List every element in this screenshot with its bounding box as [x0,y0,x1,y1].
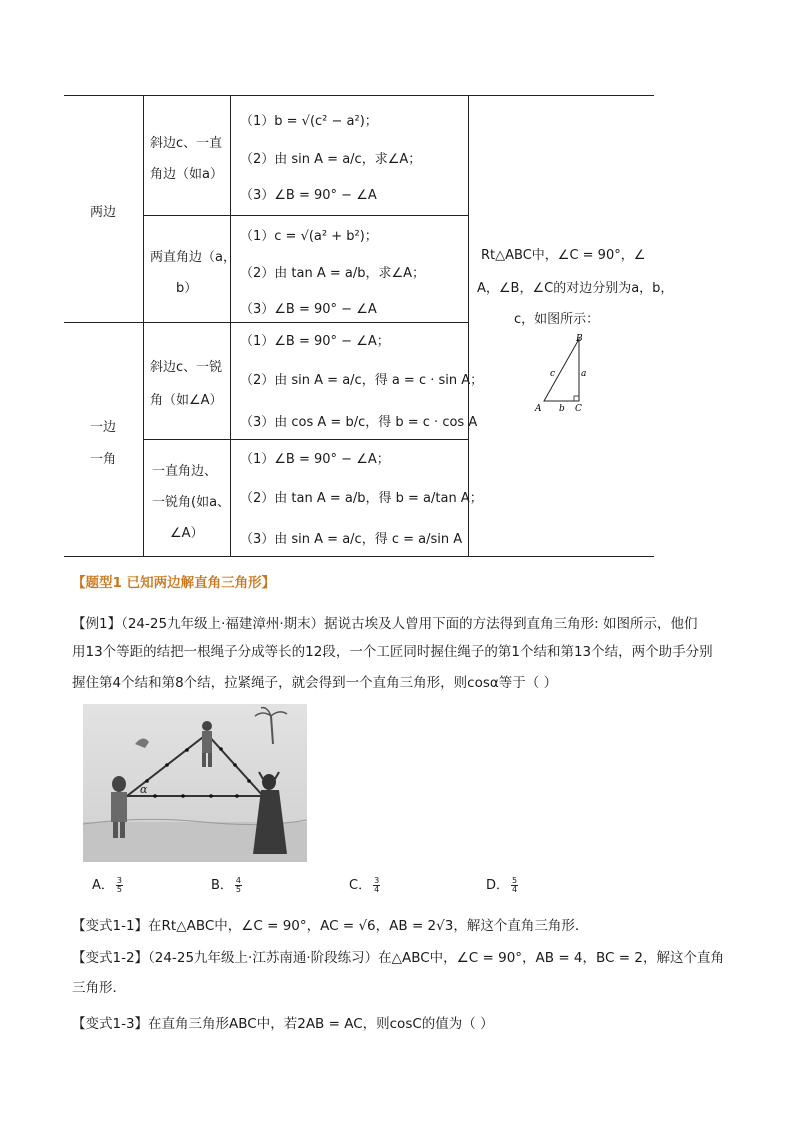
option-denominator: 4 [512,885,518,894]
method-step: （1）b = √(c² − a²)； [240,114,378,129]
method-step: （1）c = √(a² + b²)； [240,229,378,244]
variant-1-2-line: 【变式1-2】（24-25九年级上·江苏南通·阶段练习）在△ABC中，∠C = 90°，AB = 4，BC = 2，解这个直角 [72,950,724,966]
group-label-two-sides: 两边 [90,205,117,220]
table-row-divider [143,215,468,216]
example-label: 【例1】 [72,616,122,632]
option-label: C． [349,878,372,893]
variant-1-2-line: 三角形． [72,980,126,996]
example-1-line: 用13个等距的结把一根绳子分成等长的12段，一个工匠同时握住绳子的第1个结和第13个结，两个助手分别 [72,644,713,660]
table-col-divider [143,95,144,557]
option-d[interactable] [486,874,520,894]
example-1-line: 握住第4个结和第8个结，拉紧绳子，就会得到一个直角三角形，则cosα等于（ ） [72,675,558,691]
method-step: （3）∠B = 90° − ∠A [240,188,377,203]
group-label-one-angle: 一角 [90,452,117,467]
right-triangle-diagram [532,330,592,415]
variant-1-3: 【变式1-3】在直角三角形ABC中，若2AB = AC，则cosC的值为（ ） [72,1016,494,1032]
egyptian-rope-illustration [83,704,307,862]
angle-alpha-label: α [140,783,148,796]
condition-text: 斜边c、一锐 [150,360,223,375]
method-step: （2）由 sin A = a/c，求∠A； [240,152,422,167]
table-top-border [64,95,654,96]
option-numerator: 5 [512,876,518,885]
description-text: Rt△ABC中，∠C = 90°，∠ [481,248,646,263]
option-label: A． [92,878,114,893]
description-text: c，如图所示： [514,312,600,327]
condition-text: b） [176,281,198,296]
condition-text: 角（如∠A） [150,393,223,408]
method-step: （3）由 cos A = b/c，得 b = c · cos A [240,415,478,430]
table-col-divider [230,95,231,557]
condition-text: 角边（如a） [150,167,223,182]
vertex-label-a: A [535,404,542,414]
condition-text: 一直角边、 [152,464,218,479]
table-row-divider [143,439,468,440]
group-label-one-side: 一边 [90,420,117,435]
condition-text: ∠A） [170,526,204,541]
side-label-c: c [550,369,556,379]
side-label-a: a [581,369,587,379]
method-step: （2）由 tan A = a/b，求∠A； [240,266,426,281]
vertex-label-c: C [575,404,582,414]
option-numerator: 4 [235,876,242,885]
description-text: A，∠B，∠C的对边分别为a，b， [477,281,674,296]
option-c[interactable] [349,874,382,894]
vertex-label-b: B [576,334,583,344]
condition-text: 两直角边（a， [150,250,236,265]
table-group-divider [64,322,468,323]
variant-1-1: 【变式1-1】在Rt△ABC中，∠C = 90°，AC = √6，AB = 2√3，解这个直角三角形． [72,918,589,934]
section-heading: 【题型1 已知两边解直角三角形】 [72,575,276,591]
option-b[interactable] [211,874,244,894]
option-denominator: 5 [116,885,122,894]
side-label-b: b [559,404,565,414]
method-step: （2）由 sin A = a/c，得 a = c · sin A； [240,373,484,388]
option-label: D． [486,878,510,893]
option-denominator: 5 [235,885,242,894]
option-denominator: 4 [374,885,380,894]
option-numerator: 3 [374,876,380,885]
method-step: （1）∠B = 90° − ∠A； [240,334,390,349]
method-step: （1）∠B = 90° − ∠A； [240,452,390,467]
method-step: （2）由 tan A = a/b，得 b = a/tan A； [240,491,483,506]
condition-text: 斜边c、一直 [150,136,223,151]
method-step: （3）∠B = 90° − ∠A [240,302,377,317]
example-1-line [72,612,698,632]
method-step: （3）由 sin A = a/c，得 c = a/sin A [240,532,463,547]
example-text: （24-25九年级上·福建漳州·期末）据说古埃及人曾用下面的方法得到直角三角形: 如图所示，他们 [121,616,698,632]
option-a[interactable] [92,874,125,894]
condition-text: 一锐角(如a、 [152,495,231,510]
option-numerator: 3 [116,876,122,885]
table-bottom-border [64,556,654,557]
option-label: B． [211,878,233,893]
